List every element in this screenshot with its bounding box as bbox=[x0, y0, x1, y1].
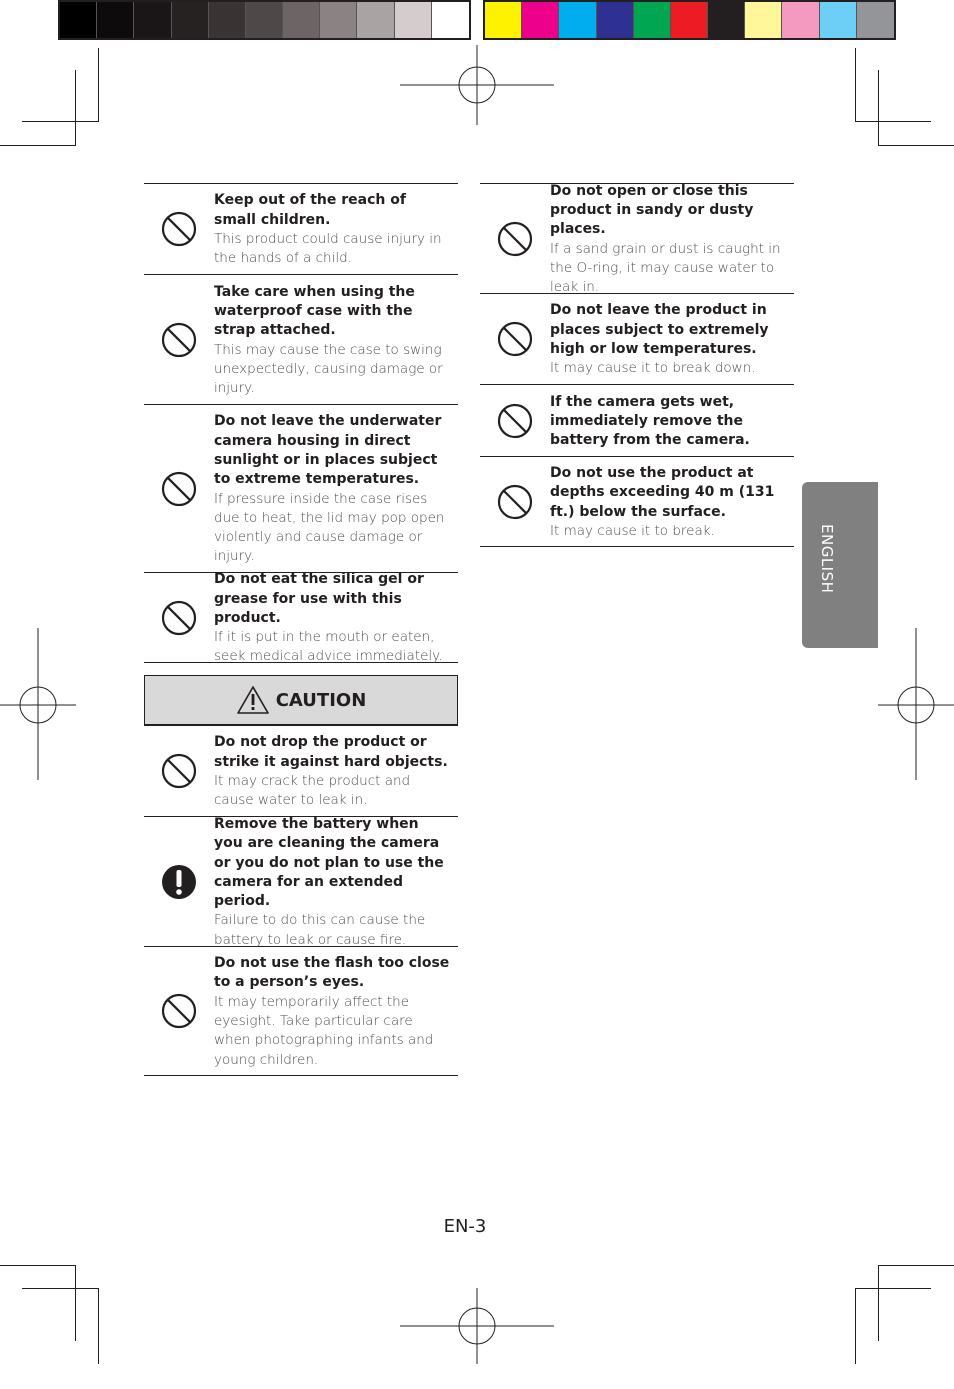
color-swatch bbox=[172, 2, 209, 38]
warning-item bbox=[144, 183, 458, 274]
caution-label: CAUTION bbox=[275, 689, 367, 711]
color-swatch bbox=[320, 2, 357, 38]
warning-text bbox=[214, 807, 458, 956]
registration-target-left bbox=[0, 628, 76, 780]
warning-title: Remove the battery when you are cleaning the camera or you do not plan to use the camera for an extended period. bbox=[214, 815, 444, 910]
warning-icon-cell bbox=[144, 322, 214, 358]
warning-icon-cell bbox=[144, 471, 214, 507]
warning-text bbox=[550, 456, 794, 547]
color-swatch bbox=[97, 2, 134, 38]
caution-header bbox=[144, 675, 458, 725]
prohibition-icon bbox=[161, 211, 197, 247]
color-swatch bbox=[857, 2, 894, 38]
warning-body: It may crack the product and cause water to leak in. bbox=[214, 773, 411, 809]
warning-list-left bbox=[144, 183, 458, 663]
warning-item bbox=[480, 182, 794, 296]
warning-title: If the camera gets wet, immediately remove the battery from the camera. bbox=[550, 393, 750, 449]
warning-item bbox=[480, 456, 794, 547]
warning-icon-cell bbox=[480, 221, 550, 257]
warning-title: Keep out of the reach of small children. bbox=[214, 192, 406, 228]
warning-title: Do not open or close this product in sandy or dusty places. bbox=[550, 182, 754, 238]
warning-item bbox=[480, 384, 794, 456]
prohibition-icon bbox=[161, 600, 197, 636]
prohibition-icon bbox=[161, 993, 197, 1029]
registration-target-bottom bbox=[400, 1288, 554, 1364]
color-swatch bbox=[745, 2, 782, 38]
warning-body: It may cause it to break down. bbox=[550, 360, 756, 377]
color-swatch bbox=[522, 2, 559, 38]
warning-triangle-icon bbox=[236, 685, 270, 715]
language-tab-label: ENGLISH bbox=[818, 524, 836, 594]
color-swatch bbox=[246, 2, 283, 38]
color-bar bbox=[483, 0, 896, 40]
registration-target-right bbox=[878, 628, 954, 780]
color-swatch bbox=[485, 2, 522, 38]
warning-title: Take care when using the waterproof case with the strap attached. bbox=[214, 283, 415, 339]
prohibition-icon bbox=[161, 471, 197, 507]
warning-icon-cell bbox=[144, 864, 214, 900]
warning-title: Do not drop the product or strike it against hard objects. bbox=[214, 734, 448, 770]
warning-icon-cell bbox=[144, 753, 214, 789]
warning-body: If it is put in the mouth or eaten, seek medical advice immediately. bbox=[214, 629, 443, 665]
warning-item bbox=[144, 946, 458, 1076]
color-swatch bbox=[134, 2, 171, 38]
warning-icon-cell bbox=[480, 484, 550, 520]
prohibition-icon bbox=[497, 403, 533, 439]
color-swatch bbox=[708, 2, 745, 38]
warning-text bbox=[214, 562, 458, 672]
warning-text bbox=[214, 946, 458, 1076]
warning-body: This product could cause injury in the hands of a child. bbox=[214, 231, 442, 267]
warning-icon-cell bbox=[480, 321, 550, 357]
color-swatch bbox=[357, 2, 394, 38]
warning-title: Do not eat the silica gel or grease for use with this product. bbox=[214, 571, 424, 626]
color-swatch bbox=[432, 2, 469, 38]
language-tab bbox=[802, 482, 878, 648]
warning-title: Do not leave the underwater camera housing in direct sunlight or in places subject to extreme temperatures. bbox=[214, 413, 442, 488]
registration-target-top bbox=[400, 45, 554, 125]
warning-item bbox=[480, 293, 794, 384]
color-swatch bbox=[671, 2, 708, 38]
color-swatch bbox=[597, 2, 634, 38]
prohibition-icon bbox=[497, 321, 533, 357]
warning-title: Do not use the flash too close to a person’s eyes. bbox=[214, 955, 450, 991]
warning-list-right bbox=[480, 183, 794, 547]
warning-body: If a sand grain or dust is caught in the O-ring, it may cause water to leak in. bbox=[550, 240, 781, 296]
warning-text bbox=[214, 275, 458, 405]
warning-text bbox=[550, 293, 794, 384]
warning-text bbox=[550, 174, 794, 304]
mandatory-exclamation-icon bbox=[161, 864, 197, 900]
warning-item bbox=[144, 725, 458, 816]
warning-text bbox=[550, 385, 794, 457]
color-swatch bbox=[820, 2, 857, 38]
warning-item bbox=[144, 274, 458, 404]
warning-item bbox=[144, 404, 458, 572]
prohibition-icon bbox=[497, 484, 533, 520]
warning-body: It may cause it to break. bbox=[550, 522, 715, 539]
warning-text bbox=[214, 725, 458, 816]
warning-title: Do not use the product at depths exceeding 40 m (131 ft.) below the surface. bbox=[550, 464, 775, 520]
warning-icon-cell bbox=[144, 993, 214, 1029]
warning-text bbox=[214, 183, 458, 274]
prohibition-icon bbox=[497, 221, 533, 257]
gray-scale-bar bbox=[58, 0, 471, 40]
warning-icon-cell bbox=[144, 211, 214, 247]
color-swatch bbox=[559, 2, 596, 38]
warning-body: It may temporarily affect the eyesight. Take particular care when photographing infants and young children. bbox=[214, 993, 434, 1068]
warning-body: If pressure inside the case rises due to heat, the lid may pop open violently and cause damage or injury. bbox=[214, 490, 445, 565]
caution-list bbox=[144, 725, 458, 1076]
warning-text bbox=[214, 404, 458, 572]
prohibition-icon bbox=[161, 753, 197, 789]
color-swatch bbox=[209, 2, 246, 38]
warning-icon-cell bbox=[144, 600, 214, 636]
color-swatch bbox=[283, 2, 320, 38]
color-swatch bbox=[60, 2, 97, 38]
warning-body: This may cause the case to swing unexpectedly, causing damage or injury. bbox=[214, 341, 443, 397]
color-swatch bbox=[395, 2, 432, 38]
warning-title: Do not leave the product in places subject to extremely high or low temperatures. bbox=[550, 302, 769, 357]
warning-icon-cell bbox=[480, 403, 550, 439]
warning-body: Failure to do this can cause the battery to leak or cause fire. bbox=[214, 912, 426, 948]
color-swatch bbox=[634, 2, 671, 38]
warning-item bbox=[144, 816, 458, 946]
color-swatch bbox=[782, 2, 819, 38]
page-number: EN-3 bbox=[443, 1216, 487, 1237]
warning-item bbox=[144, 572, 458, 663]
prohibition-icon bbox=[161, 322, 197, 358]
